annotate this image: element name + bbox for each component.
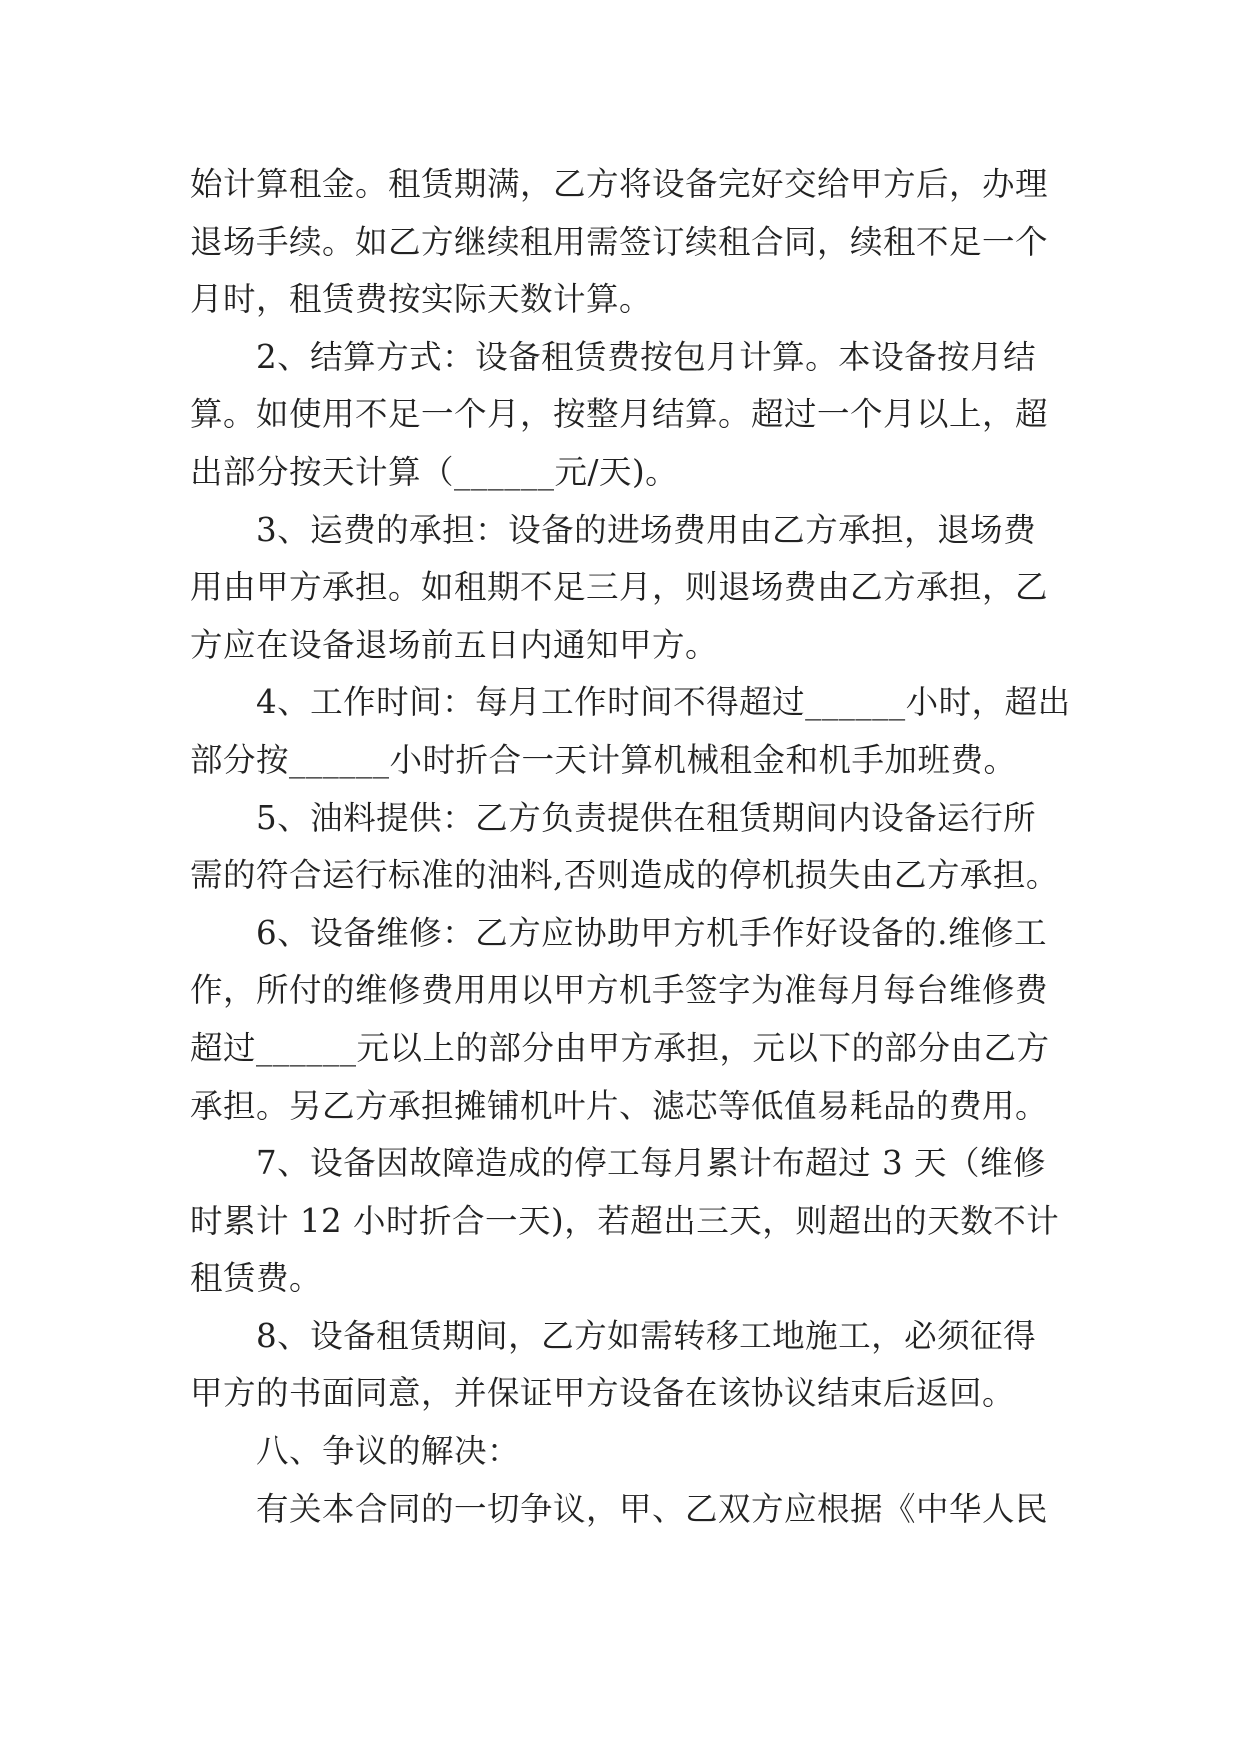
text-line: 租赁费。 bbox=[190, 1259, 323, 1298]
text-line: 8、设备租赁期间，乙方如需转移工地施工，必须征得 bbox=[256, 1316, 1037, 1355]
text-line: 6、设备维修：乙方应协助甲方机手作好设备的.维修工 bbox=[256, 913, 1048, 952]
text-line: 5、油料提供：乙方负责提供在租赁期间内设备运行所 bbox=[256, 798, 1037, 837]
text-line: 时累计 12 小时折合一天)，若超出三天，则超出的天数不计 bbox=[190, 1201, 1060, 1240]
text-line: 2、结算方式：设备租赁费按包月计算。本设备按月结 bbox=[256, 337, 1037, 376]
text-line: 4、工作时间：每月工作时间不得超过______小时，超出 bbox=[256, 683, 1071, 722]
text-line: 算。如使用不足一个月，按整月结算。超过一个月以上，超 bbox=[190, 395, 1049, 434]
text-line: 部分按______小时折合一天计算机械租金和机手加班费。 bbox=[190, 740, 1017, 779]
text-line: 有关本合同的一切争议，甲、乙双方应根据《中华人民 bbox=[256, 1489, 1049, 1528]
text-line: 八、争议的解决： bbox=[256, 1432, 521, 1471]
contract-body-text bbox=[190, 156, 1070, 1538]
text-line: 7、设备因故障造成的停工每月累计布超过 3 天（维修 bbox=[256, 1144, 1047, 1183]
text-line: 超过______元以上的部分由甲方承担，元以下的部分由乙方 bbox=[190, 1028, 1050, 1067]
text-line: 需的符合运行标准的油料,否则造成的停机损失由乙方承担。 bbox=[190, 856, 1059, 895]
text-line: 月时，租赁费按实际天数计算。 bbox=[190, 280, 653, 319]
text-line: 承担。另乙方承担摊铺机叶片、滤芯等低值易耗品的费用。 bbox=[190, 1086, 1049, 1125]
text-line: 出部分按天计算（______元/天)。 bbox=[190, 452, 679, 491]
text-line: 退场手续。如乙方继续租用需签订续租合同，续租不足一个 bbox=[190, 222, 1049, 261]
text-line: 用由甲方承担。如租期不足三月，则退场费由乙方承担，乙 bbox=[190, 568, 1049, 607]
text-line: 作，所付的维修费用用以甲方机手签字为准每月每台维修费 bbox=[190, 971, 1049, 1010]
text-line: 方应在设备退场前五日内通知甲方。 bbox=[190, 625, 719, 664]
text-line: 始计算租金。租赁期满，乙方将设备完好交给甲方后，办理 bbox=[190, 165, 1049, 203]
text-line: 3、运费的承担：设备的进场费用由乙方承担，退场费 bbox=[256, 510, 1037, 549]
text-line: 甲方的书面同意，并保证甲方设备在该协议结束后返回。 bbox=[190, 1374, 1016, 1413]
